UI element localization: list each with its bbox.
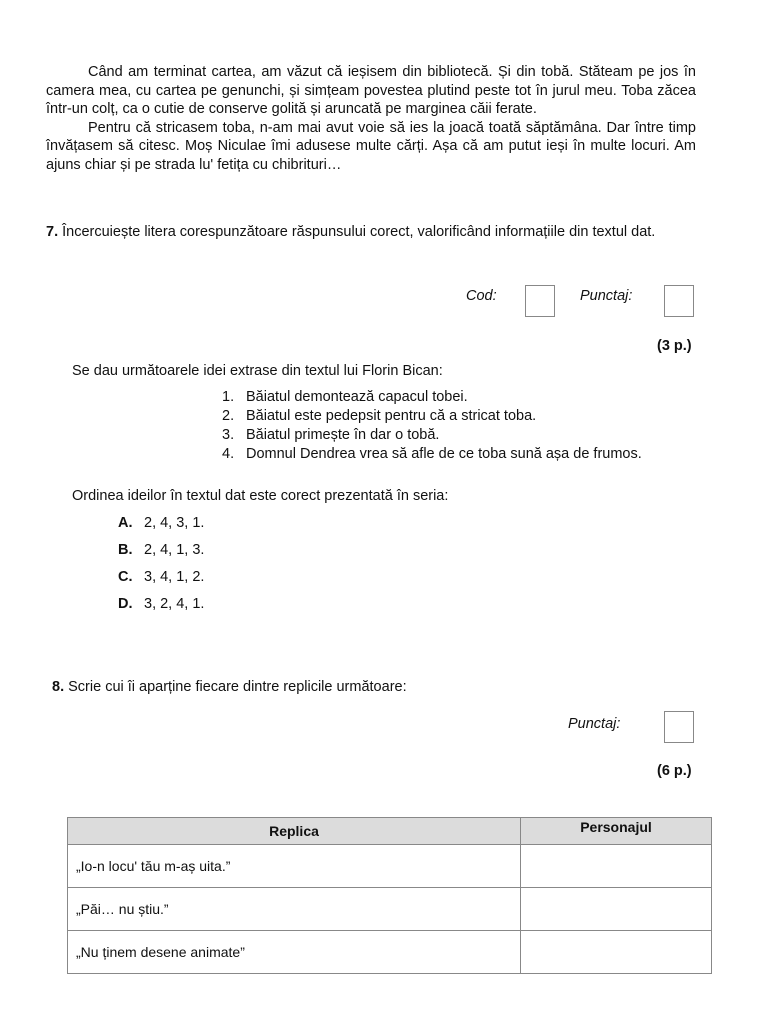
passage-paragraph: Pentru că stricasem toba, n-am mai avut voie să ies la joacă toată săptămâna. Dar între timp învățasem să citesc. Moș Niculae îmi adusese multe cărți. Așa că am putut ieși în multe locuri. Am ajuns chiar și pe strada lu' fetița cu chibrituri… bbox=[46, 119, 696, 173]
option-text: 3, 2, 4, 1. bbox=[144, 596, 205, 612]
option-d[interactable] bbox=[118, 591, 204, 618]
option-a[interactable] bbox=[118, 510, 204, 537]
points: (6 p.) bbox=[657, 763, 692, 779]
personaj-cell[interactable] bbox=[521, 888, 712, 931]
header-personajul: Personajul bbox=[521, 818, 712, 845]
idea-number: 3. bbox=[222, 427, 235, 443]
question-prompt: Ordinea ideilor în textul dat este corect prezentată în seria: bbox=[72, 488, 449, 504]
replica-cell: „Io-n locu' tău m-aș uita.” bbox=[68, 845, 521, 888]
question-number: 8. bbox=[52, 679, 65, 695]
passage-paragraph: Când am terminat cartea, am văzut că ieșisem din bibliotecă. Și din tobă. Stăteam pe jos în camera mea, cu cartea pe genunchi, și simțeam povestea plutind peste tot în jurul meu. Toba zăcea într-un colț, ca o cutie de conserve golită și aruncată pe marginea căii ferate. bbox=[46, 64, 696, 117]
option-text: 3, 4, 1, 2. bbox=[144, 569, 205, 585]
question-8 bbox=[52, 679, 407, 695]
idea-text: Domnul Dendrea vrea să afle de ce toba sună așa de frumos. bbox=[246, 446, 642, 462]
table-row bbox=[68, 888, 712, 931]
intro-text: Se dau următoarele idei extrase din textul lui Florin Bican: bbox=[72, 363, 443, 379]
idea-item bbox=[222, 445, 642, 464]
table-row bbox=[68, 931, 712, 974]
idea-number: 2. bbox=[222, 408, 235, 424]
replica-cell: „Nu ținem desene animate” bbox=[68, 931, 521, 974]
replici-table bbox=[67, 817, 712, 974]
cod-box[interactable] bbox=[525, 285, 555, 317]
idea-text: Băiatul este pedepsit pentru că a stricat toba. bbox=[246, 408, 537, 424]
question-text: Scrie cui îi aparține fiecare dintre replicile următoare: bbox=[68, 679, 407, 695]
idea-item bbox=[222, 388, 642, 407]
options-list bbox=[118, 510, 204, 618]
idea-item bbox=[222, 426, 642, 445]
punctaj-box[interactable] bbox=[664, 711, 694, 743]
option-text: 2, 4, 1, 3. bbox=[144, 542, 205, 558]
punctaj-label: Punctaj: bbox=[580, 288, 633, 304]
punctaj-box[interactable] bbox=[664, 285, 694, 317]
question-text: Încercuiește litera corespunzătoare răspunsului corect, valorificând informațiile din textul dat. bbox=[62, 224, 656, 240]
table-header-row bbox=[68, 818, 712, 845]
question-number: 7. bbox=[46, 224, 59, 240]
idea-item bbox=[222, 407, 642, 426]
idea-number: 1. bbox=[222, 389, 235, 405]
ideas-list bbox=[222, 388, 642, 464]
idea-text: Băiatul demontează capacul tobei. bbox=[246, 389, 468, 405]
table-row bbox=[68, 845, 712, 888]
option-letter: D. bbox=[118, 596, 133, 612]
option-text: 2, 4, 3, 1. bbox=[144, 515, 205, 531]
personaj-cell[interactable] bbox=[521, 845, 712, 888]
idea-text: Băiatul primește în dar o tobă. bbox=[246, 427, 440, 443]
header-replica: Replica bbox=[68, 818, 521, 845]
idea-number: 4. bbox=[222, 446, 235, 462]
personaj-cell[interactable] bbox=[521, 931, 712, 974]
punctaj-label: Punctaj: bbox=[568, 716, 621, 732]
replica-cell: „Păi… nu știu.” bbox=[68, 888, 521, 931]
option-c[interactable] bbox=[118, 564, 204, 591]
option-letter: A. bbox=[118, 515, 133, 531]
question-7 bbox=[46, 221, 696, 243]
cod-label: Cod: bbox=[466, 288, 497, 304]
passage bbox=[46, 63, 696, 174]
option-b[interactable] bbox=[118, 537, 204, 564]
points: (3 p.) bbox=[657, 338, 692, 354]
option-letter: B. bbox=[118, 542, 133, 558]
option-letter: C. bbox=[118, 569, 133, 585]
